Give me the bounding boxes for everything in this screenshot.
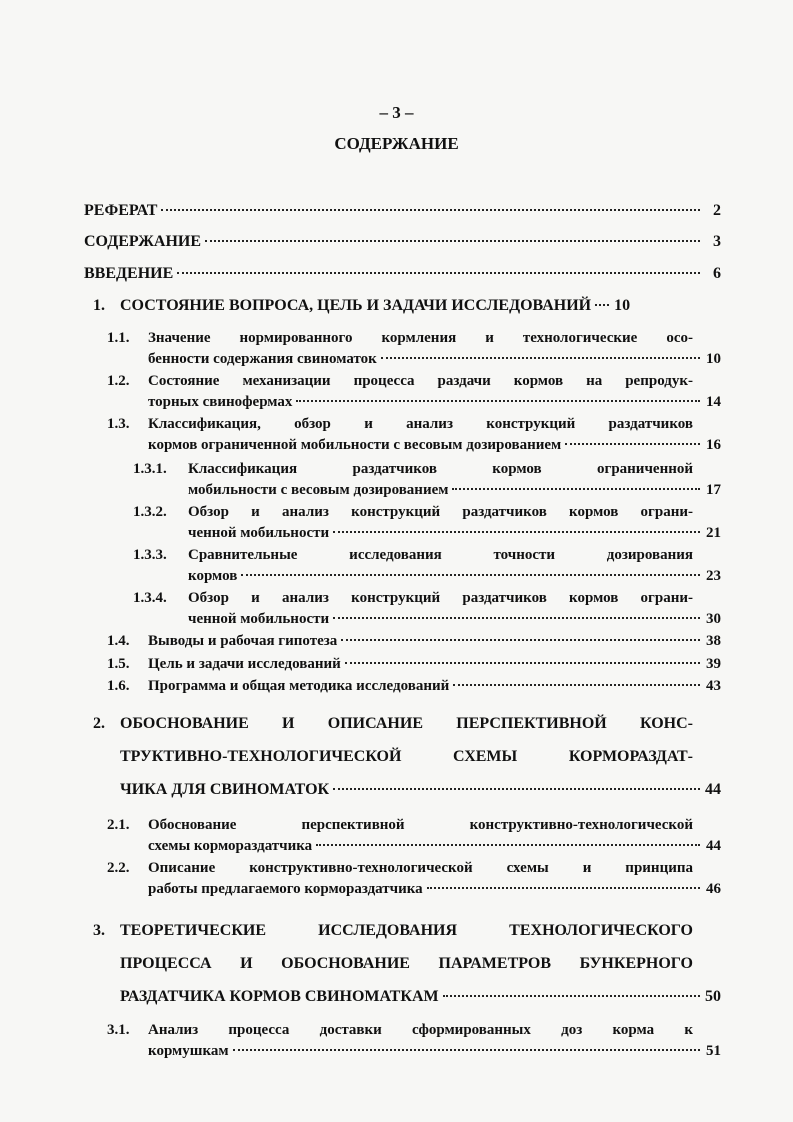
toc-subsection-number: 1.3.2. bbox=[133, 504, 167, 520]
toc-entry-1-6[interactable] bbox=[148, 676, 721, 696]
toc-page-number: 30 bbox=[706, 611, 721, 627]
toc-entry-line[interactable]: Классификация, обзор и анализ конструкций раздатчиков bbox=[148, 416, 693, 432]
leader-dots bbox=[381, 357, 700, 359]
leader-dots bbox=[333, 788, 700, 790]
toc-page-number: 50 bbox=[705, 988, 721, 1005]
toc-entry-text: Выводы и рабочая гипотеза bbox=[148, 633, 338, 649]
toc-entry-line[interactable]: Состояние механизации процесса раздачи кормов на репродук- bbox=[148, 373, 693, 389]
leader-dots bbox=[161, 209, 700, 211]
toc-entry-1-2[interactable] bbox=[148, 392, 721, 412]
toc-entry-line[interactable]: Обзор и анализ конструкций раздатчиков кормов ограни- bbox=[188, 504, 693, 520]
toc-entry-text: РАЗДАТЧИКА КОРМОВ СВИНОМАТКАМ bbox=[120, 988, 439, 1005]
toc-entry-chapter-2[interactable] bbox=[120, 780, 721, 800]
leader-dots bbox=[296, 400, 700, 402]
leader-dots bbox=[453, 684, 700, 686]
page-title: СОДЕРЖАНИЕ bbox=[334, 134, 459, 153]
toc-entry-text: СОДЕРЖАНИЕ bbox=[84, 233, 202, 250]
toc-section-number: 2.1. bbox=[107, 817, 130, 833]
toc-section-number: 3.1. bbox=[107, 1022, 130, 1038]
toc-entry-line[interactable]: ТРУКТИВНО-ТЕХНОЛОГИЧЕСКОЙ СХЕМЫ КОРМОРАЗДАТ- bbox=[120, 748, 693, 765]
toc-entry-1-1[interactable] bbox=[148, 349, 721, 369]
leader-dots bbox=[345, 662, 700, 664]
toc-page-number: 2 bbox=[713, 202, 721, 219]
leader-dots bbox=[333, 617, 700, 619]
toc-page-number: 23 bbox=[706, 568, 721, 584]
toc-entry-line[interactable]: ПРОЦЕССА И ОБОСНОВАНИЕ ПАРАМЕТРОВ БУНКЕРНОГО bbox=[120, 955, 693, 972]
leader-dots bbox=[565, 443, 700, 445]
toc-entry-text: кормушкам bbox=[148, 1043, 229, 1059]
toc-entry-1-3-4[interactable] bbox=[188, 609, 721, 629]
toc-entry-text: кормов ограниченной мобильности с весовым дозированием bbox=[148, 437, 562, 453]
leader-dots bbox=[233, 1049, 700, 1051]
leader-dots bbox=[316, 844, 700, 846]
toc-subsection-number: 1.3.4. bbox=[133, 590, 167, 606]
toc-entry-text: торных свинофермах bbox=[148, 394, 293, 410]
toc-entry-1-3-3[interactable] bbox=[188, 566, 721, 586]
toc-entry-text: Программа и общая методика исследований bbox=[148, 678, 450, 694]
toc-entry-3-1[interactable] bbox=[148, 1041, 721, 1061]
leader-dots bbox=[177, 272, 700, 274]
leader-dots bbox=[595, 304, 609, 306]
toc-page-number: 44 bbox=[705, 781, 721, 798]
toc-entry-text: РЕФЕРАТ bbox=[84, 202, 158, 219]
toc-entry-line[interactable]: Значение нормированного кормления и технологические осо- bbox=[148, 330, 693, 346]
leader-dots bbox=[427, 887, 700, 889]
toc-entry-text: ВВЕДЕНИЕ bbox=[84, 265, 174, 282]
toc-chapter-number: 3. bbox=[93, 922, 105, 939]
toc-page-number: 51 bbox=[706, 1043, 721, 1059]
toc-entry-line[interactable]: Анализ процесса доставки сформированных доз корма к bbox=[148, 1022, 693, 1038]
toc-entry-text: СОСТОЯНИЕ ВОПРОСА, ЦЕЛЬ И ЗАДАЧИ ИССЛЕДОВАНИЙ bbox=[120, 297, 592, 314]
page-number: – 3 – bbox=[379, 103, 414, 122]
toc-section-number: 1.5. bbox=[107, 656, 130, 672]
toc-entry-chapter-3[interactable] bbox=[120, 987, 721, 1007]
toc-page-number: 17 bbox=[706, 482, 721, 498]
toc-section-number: 1.1. bbox=[107, 330, 130, 346]
toc-entry-contents[interactable] bbox=[84, 232, 721, 252]
toc-entry-text: ченной мобильности bbox=[188, 525, 330, 541]
toc-entry-1-4[interactable] bbox=[148, 631, 721, 651]
leader-dots bbox=[341, 639, 700, 641]
toc-entry-referat[interactable] bbox=[84, 201, 721, 221]
toc-entry-line[interactable]: Сравнительные исследования точности дозирования bbox=[188, 547, 693, 563]
toc-page-number: 10 bbox=[614, 297, 631, 314]
toc-section-number: 1.4. bbox=[107, 633, 130, 649]
toc-entry-text: Цель и задачи исследований bbox=[148, 656, 341, 672]
toc-section-number: 1.2. bbox=[107, 373, 130, 389]
toc-entry-1-3-2[interactable] bbox=[188, 523, 721, 543]
toc-page-number: 21 bbox=[706, 525, 721, 541]
toc-page-number: 46 bbox=[706, 881, 721, 897]
toc-entry-line[interactable]: Обзор и анализ конструкций раздатчиков кормов ограни- bbox=[188, 590, 693, 606]
toc-entry-text: работы предлагаемого кормораздатчика bbox=[148, 881, 423, 897]
leader-dots bbox=[205, 240, 700, 242]
toc-entry-1-3[interactable] bbox=[148, 435, 721, 455]
toc-entry-text: ченной мобильности bbox=[188, 611, 330, 627]
toc-entry-text: кормов bbox=[188, 568, 238, 584]
toc-entry-1-3-1[interactable] bbox=[188, 480, 721, 500]
toc-section-number: 1.3. bbox=[107, 416, 130, 432]
toc-entry-line[interactable]: Обоснование перспективной конструктивно-технологической bbox=[148, 817, 693, 833]
toc-entry-text: бенности содержания свиноматок bbox=[148, 351, 377, 367]
toc-page-number: 38 bbox=[706, 633, 721, 649]
toc-chapter-number: 2. bbox=[93, 715, 105, 732]
toc-entry-text: схемы кормораздатчика bbox=[148, 838, 313, 854]
toc-page-number: 16 bbox=[706, 437, 721, 453]
toc-entry-2-1[interactable] bbox=[148, 836, 721, 856]
leader-dots bbox=[452, 488, 700, 490]
leader-dots bbox=[241, 574, 700, 576]
toc-entry-text: ЧИКА ДЛЯ СВИНОМАТОК bbox=[120, 781, 330, 798]
toc-page-number: 14 bbox=[706, 394, 721, 410]
leader-dots bbox=[333, 531, 700, 533]
toc-entry-1-5[interactable] bbox=[148, 654, 721, 674]
toc-chapter-number: 1. bbox=[93, 297, 105, 314]
toc-subsection-number: 1.3.3. bbox=[133, 547, 167, 563]
toc-subsection-number: 1.3.1. bbox=[133, 461, 167, 477]
toc-entry-text: мобильности с весовым дозированием bbox=[188, 482, 449, 498]
toc-page-number: 39 bbox=[706, 656, 721, 672]
toc-entry-chapter-1[interactable] bbox=[120, 296, 721, 316]
toc-section-number: 1.6. bbox=[107, 678, 130, 694]
toc-page-number: 3 bbox=[713, 233, 721, 250]
toc-page-number: 44 bbox=[706, 838, 721, 854]
toc-entry-line[interactable]: Описание конструктивно-технологической схемы и принципа bbox=[148, 860, 693, 876]
toc-entry-line[interactable]: ТЕОРЕТИЧЕСКИЕ ИССЛЕДОВАНИЯ ТЕХНОЛОГИЧЕСКОГО bbox=[120, 922, 693, 939]
leader-dots bbox=[443, 995, 700, 997]
toc-page-number: 6 bbox=[713, 265, 721, 282]
toc-page-number: 10 bbox=[706, 351, 721, 367]
toc-entry-line[interactable]: ОБОСНОВАНИЕ И ОПИСАНИЕ ПЕРСПЕКТИВНОЙ КОНС- bbox=[120, 715, 693, 732]
toc-entry-2-2[interactable] bbox=[148, 879, 721, 899]
toc-page-number: 43 bbox=[706, 678, 721, 694]
toc-entry-line[interactable]: Классификация раздатчиков кормов ограниченной bbox=[188, 461, 693, 477]
toc-entry-introduction[interactable] bbox=[84, 264, 721, 284]
toc-section-number: 2.2. bbox=[107, 860, 130, 876]
